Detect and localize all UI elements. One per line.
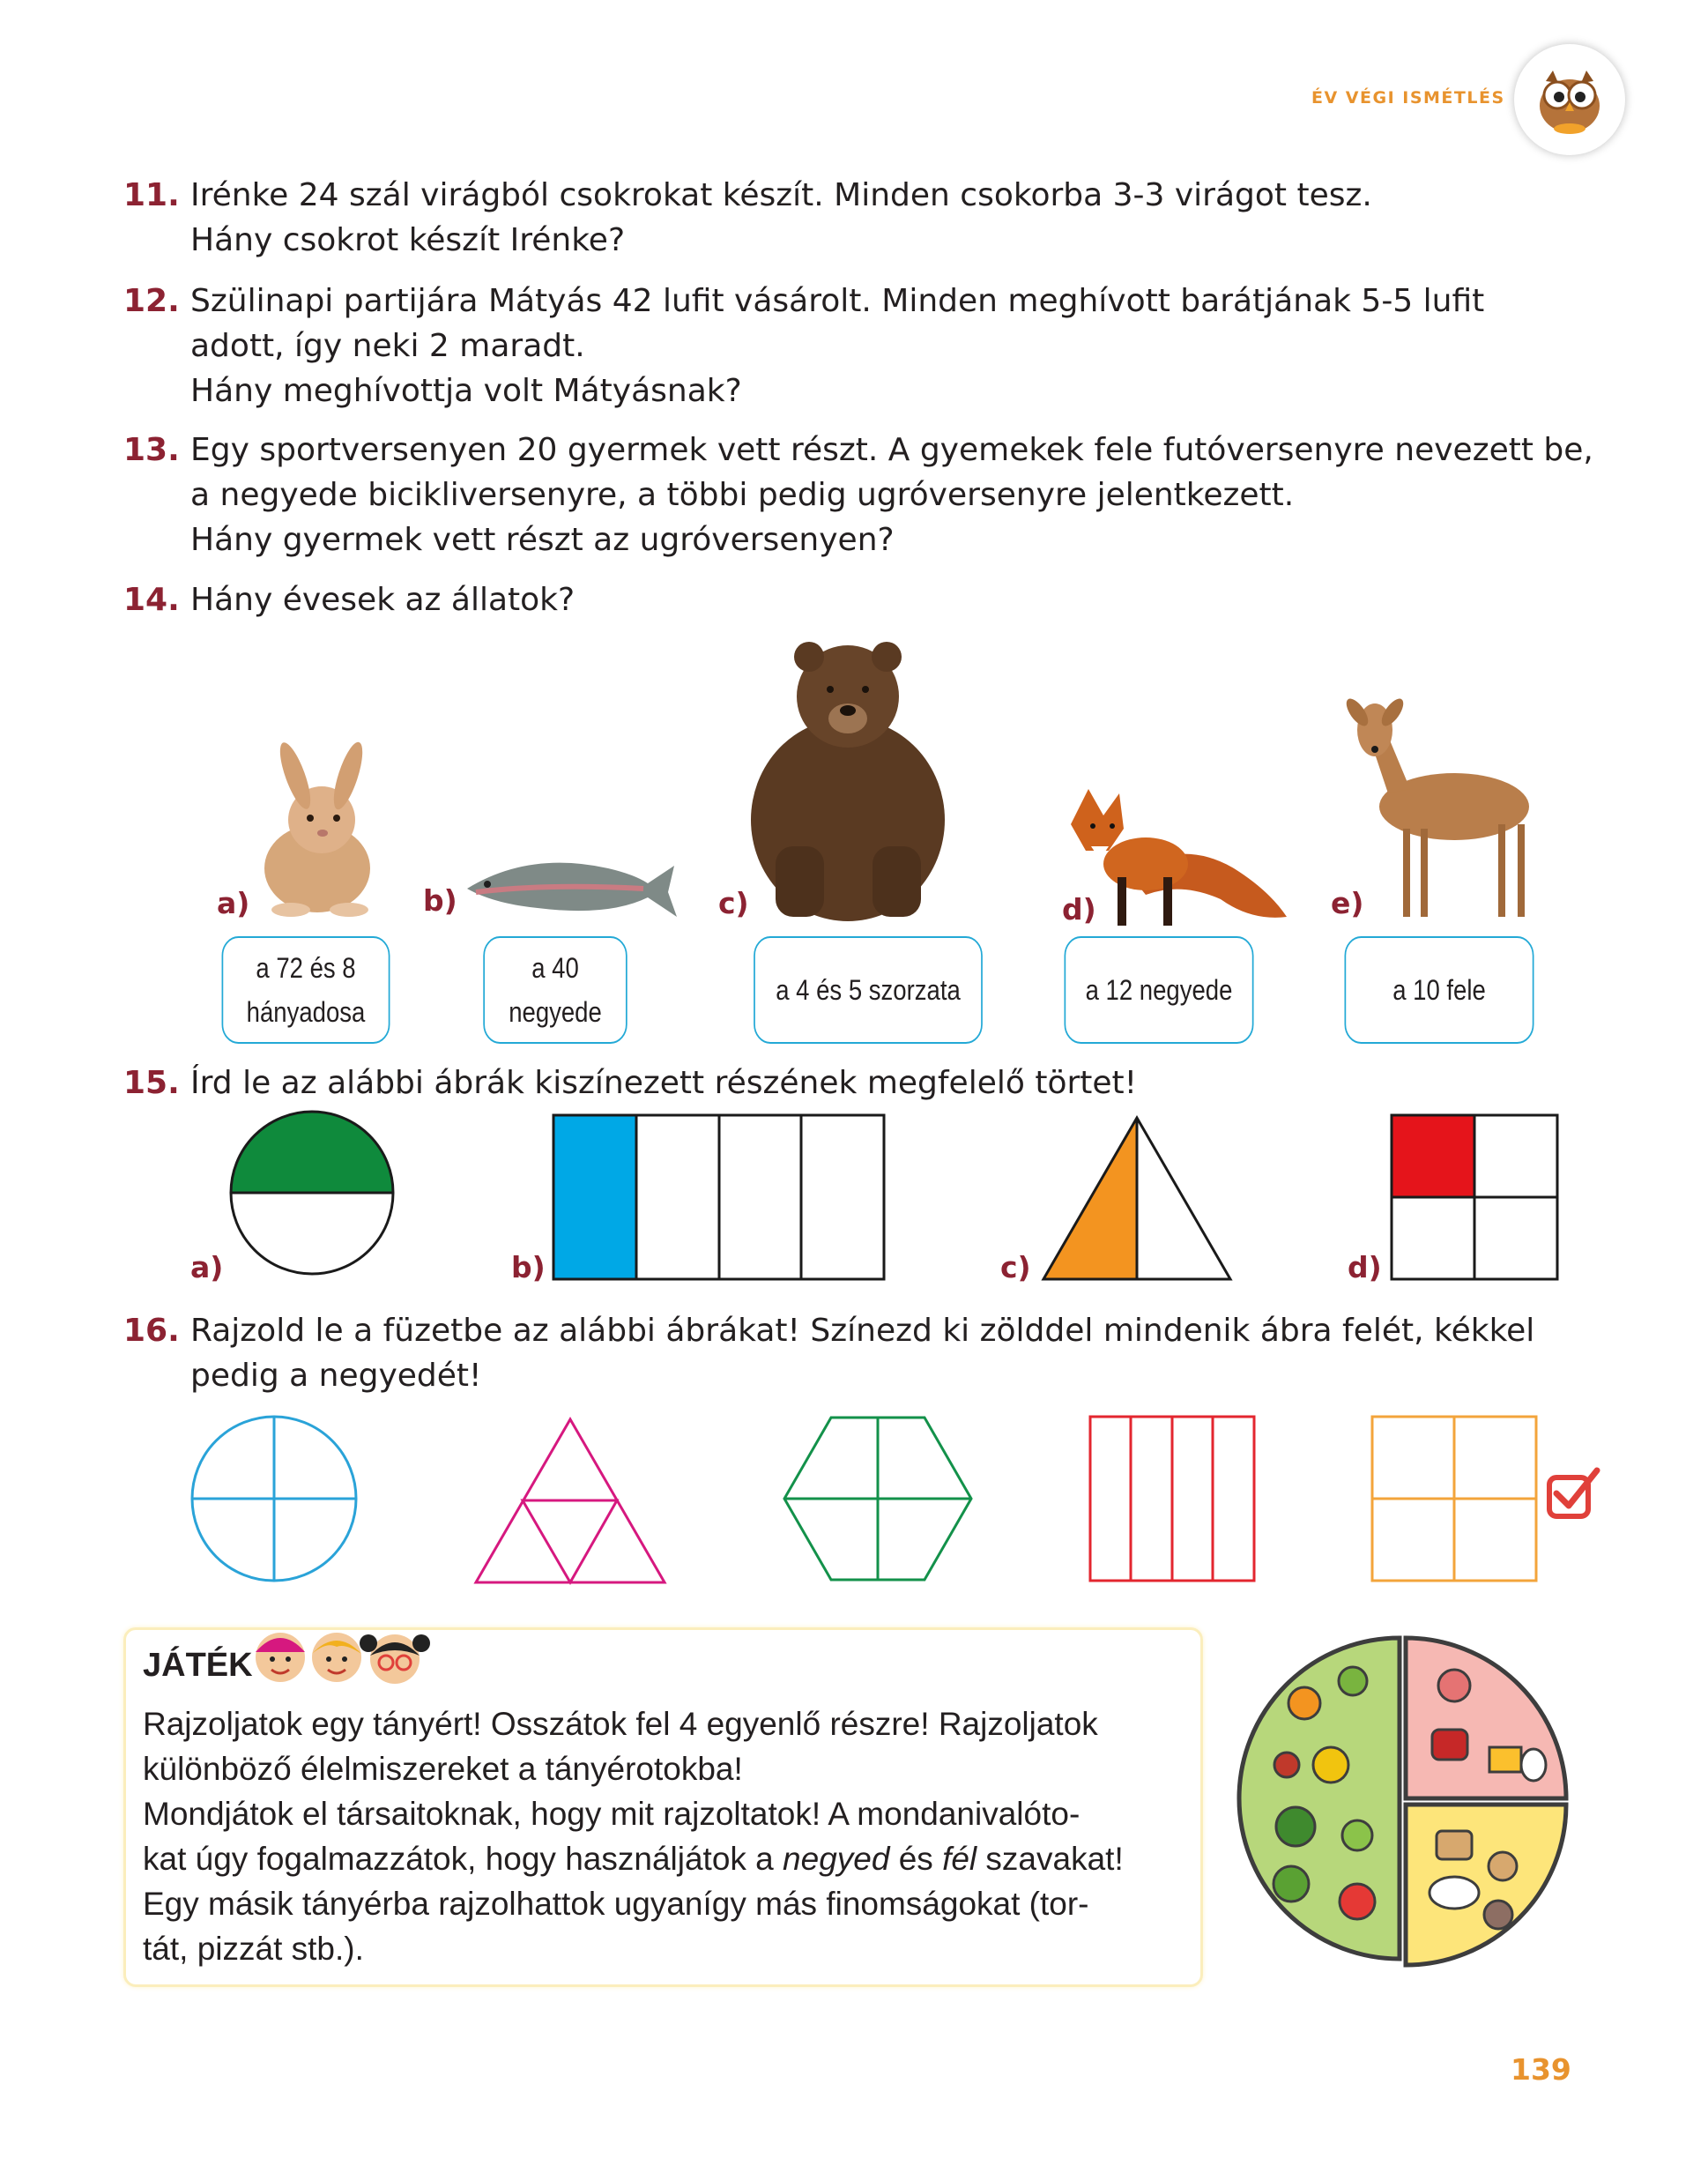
game-text-italic: negyed — [783, 1841, 890, 1877]
game-line: Mondjátok el társaitoknak, hogy mit rajzoltatok! A mondanivalóto- — [143, 1796, 1080, 1832]
game-text-part: szavakat! — [977, 1841, 1124, 1877]
answer-text: a 72 és 8 — [256, 952, 356, 984]
answer-text: a 40 — [531, 952, 579, 984]
page-number: 139 — [1511, 2052, 1571, 2087]
task-number: 15. — [123, 1065, 180, 1101]
answer-text: a 12 negyede — [1085, 974, 1233, 1006]
game-line: tát, pizzát stb.). — [143, 1931, 364, 1967]
animal-label: b) — [423, 883, 457, 918]
game-title: JÁTÉK — [143, 1647, 253, 1684]
divided-rectangle — [1090, 1417, 1254, 1581]
task-number: 16. — [123, 1313, 180, 1349]
answer-text: a 10 fele — [1392, 974, 1486, 1006]
task-text: Hány évesek az állatok? — [190, 582, 576, 618]
task-text: a negyede bicikliversenyre, a többi pedig ugróversenyre jelentkezett. — [190, 477, 1295, 513]
task-text: Rajzold le a füzetbe az alábbi ábrákat! Színezd ki zölddel mindenik ábra felét, kékkel — [190, 1313, 1535, 1349]
task-number: 11. — [123, 177, 180, 213]
task-text: adott, így neki 2 maradt. — [190, 328, 585, 364]
section-title: ÉV VÉGI ISMÉTLÉS — [1311, 88, 1505, 108]
fraction-label: d) — [1348, 1250, 1382, 1284]
quartered-circle — [192, 1417, 356, 1581]
game-text — [143, 1701, 1124, 1971]
game-line — [143, 1836, 1124, 1881]
game-text-part: és — [889, 1841, 943, 1877]
animal-label: a) — [217, 886, 250, 920]
divided-triangle — [476, 1419, 665, 1582]
fraction-label: c) — [1000, 1250, 1031, 1284]
animal-label: d) — [1062, 892, 1096, 927]
task-text: pedig a negyedét! — [190, 1358, 482, 1394]
food-plate-icon — [1234, 1633, 1569, 1968]
answer-text: a 4 és 5 szorzata — [776, 974, 961, 1006]
game-text-italic: fél — [942, 1841, 977, 1877]
task-text: Hány csokrot készít Irénke? — [190, 222, 626, 258]
task-number: 13. — [123, 432, 180, 468]
answer-text: negyede — [509, 996, 602, 1028]
fraction-label: a) — [190, 1250, 224, 1284]
task-number: 14. — [123, 582, 180, 618]
task-text: Egy sportversenyen 20 gyermek vett részt. A gyemekek fele futóversenyre nevezett be, — [190, 432, 1593, 468]
task-text: Írd le az alábbi ábrák kiszínezett részének megfelelő törtet! — [190, 1065, 1138, 1101]
task-text: Hány meghívottja volt Mátyásnak? — [190, 373, 742, 409]
task-text: Hány gyermek vett részt az ugróversenyen? — [190, 522, 895, 558]
fraction-label: b) — [511, 1250, 546, 1284]
game-line: Rajzoljatok egy tányért! Osszátok fel 4 egyenlő részre! Rajzoljatok — [143, 1706, 1098, 1742]
task-number: 12. — [123, 283, 180, 319]
divided-hexagon — [784, 1418, 971, 1580]
checkbox-icon — [1549, 1470, 1597, 1516]
divided-square — [1372, 1417, 1536, 1581]
children-faces-icon — [249, 1620, 451, 1689]
game-text-part: kat úgy fogalmazzátok, hogy használjátok a — [143, 1841, 783, 1877]
task-text: Szülinapi partijára Mátyás 42 lufit vásárolt. Minden meghívott barátjának 5-5 lufit — [190, 283, 1485, 319]
animal-label: c) — [718, 886, 749, 920]
animal-label: e) — [1331, 886, 1364, 920]
answer-text: hányadosa — [246, 996, 366, 1028]
game-line: Egy másik tányérba rajzolhattok ugyanígy más finomságokat (tor- — [143, 1886, 1089, 1922]
game-line: különböző élelmiszereket a tányérotokba! — [143, 1751, 743, 1787]
task-text: Irénke 24 szál virágból csokrokat készít. Minden csokorba 3-3 virágot tesz. — [190, 177, 1372, 213]
